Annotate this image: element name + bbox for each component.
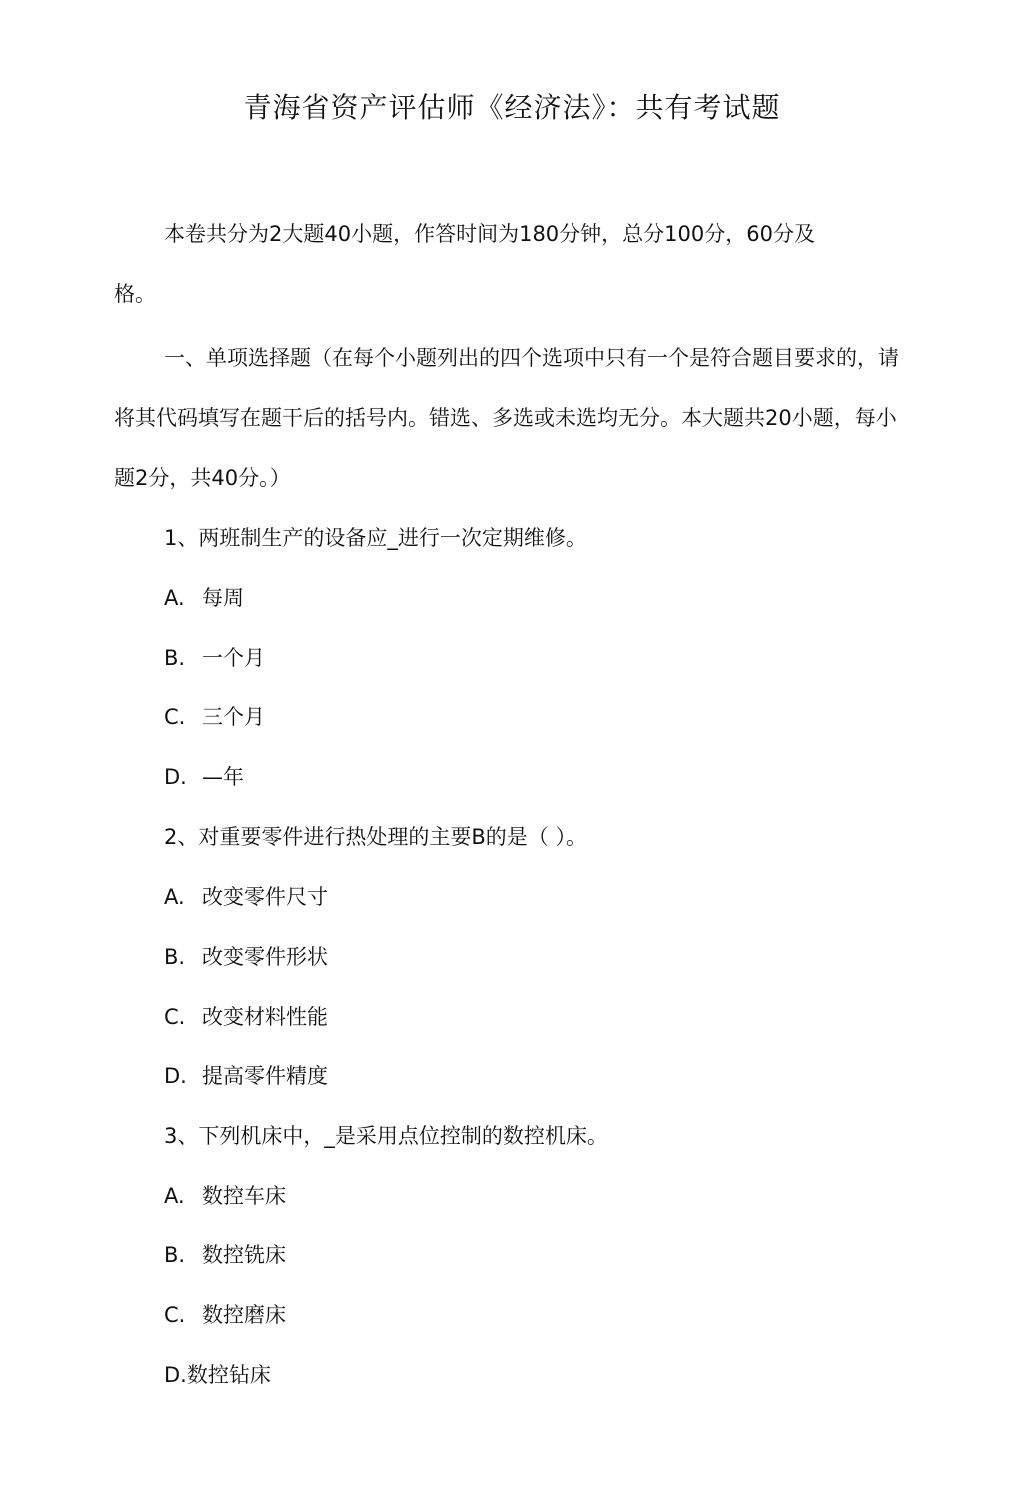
section-heading: 一、单项选择题（在每个小题列出的四个选项中只有一个是符合题目要求的，请将其代码填写在题干后的括号内。错选、多选或未选均无分。本大题共20小题，每小题2分，共40分。） bbox=[114, 346, 899, 490]
option-letter: D. bbox=[164, 765, 187, 789]
option-letter: A. bbox=[164, 1184, 185, 1208]
answer-option bbox=[164, 882, 328, 912]
exam-intro: 本卷共分为2大题40小题，作答时间为180分钟，总分100分，60分及格。 bbox=[114, 222, 815, 306]
answer-option bbox=[164, 762, 244, 792]
answer-option bbox=[164, 1240, 286, 1270]
option-letter: B. bbox=[164, 945, 186, 969]
option-letter: A. bbox=[164, 885, 185, 909]
answer-option bbox=[164, 942, 328, 972]
answer-option bbox=[164, 1300, 286, 1330]
answer-option bbox=[164, 583, 244, 613]
option-letter: B. bbox=[164, 1243, 186, 1267]
option-text: 提高零件精度 bbox=[202, 1064, 328, 1088]
question-stem: 2、对重要零件进行热处理的主要B的是（ ）。 bbox=[164, 825, 587, 849]
option-text: 改变零件尺寸 bbox=[202, 885, 328, 909]
option-letter: D. bbox=[164, 1064, 187, 1088]
answer-option bbox=[164, 643, 265, 673]
answer-option bbox=[164, 1002, 328, 1032]
answer-option: D.数控钻床 bbox=[164, 1363, 271, 1387]
option-text: 一个月 bbox=[202, 646, 265, 670]
option-text: 数控铣床 bbox=[202, 1243, 286, 1267]
document-title: 青海省资产评估师《经济法》：共有考试题 bbox=[243, 91, 781, 124]
answer-option bbox=[164, 1181, 286, 1211]
option-letter: C. bbox=[164, 1005, 186, 1029]
question-stem: 3、下列机床中，_是采用点位控制的数控机床。 bbox=[164, 1124, 608, 1148]
option-text: 每周 bbox=[202, 586, 244, 610]
question-stem: 1、两班制生产的设备应_进行一次定期维修。 bbox=[164, 526, 587, 550]
option-text: 三个月 bbox=[202, 705, 265, 729]
option-text: 改变材料性能 bbox=[202, 1005, 328, 1029]
answer-option bbox=[164, 1061, 328, 1091]
answer-option bbox=[164, 702, 265, 732]
option-letter: C. bbox=[164, 1303, 186, 1327]
option-text: 改变零件形状 bbox=[202, 945, 328, 969]
option-text: 数控车床 bbox=[202, 1184, 286, 1208]
option-text: 数控磨床 bbox=[202, 1303, 286, 1327]
option-letter: B. bbox=[164, 646, 186, 670]
option-text: —年 bbox=[202, 765, 244, 789]
option-letter: C. bbox=[164, 705, 186, 729]
option-letter: A. bbox=[164, 586, 185, 610]
